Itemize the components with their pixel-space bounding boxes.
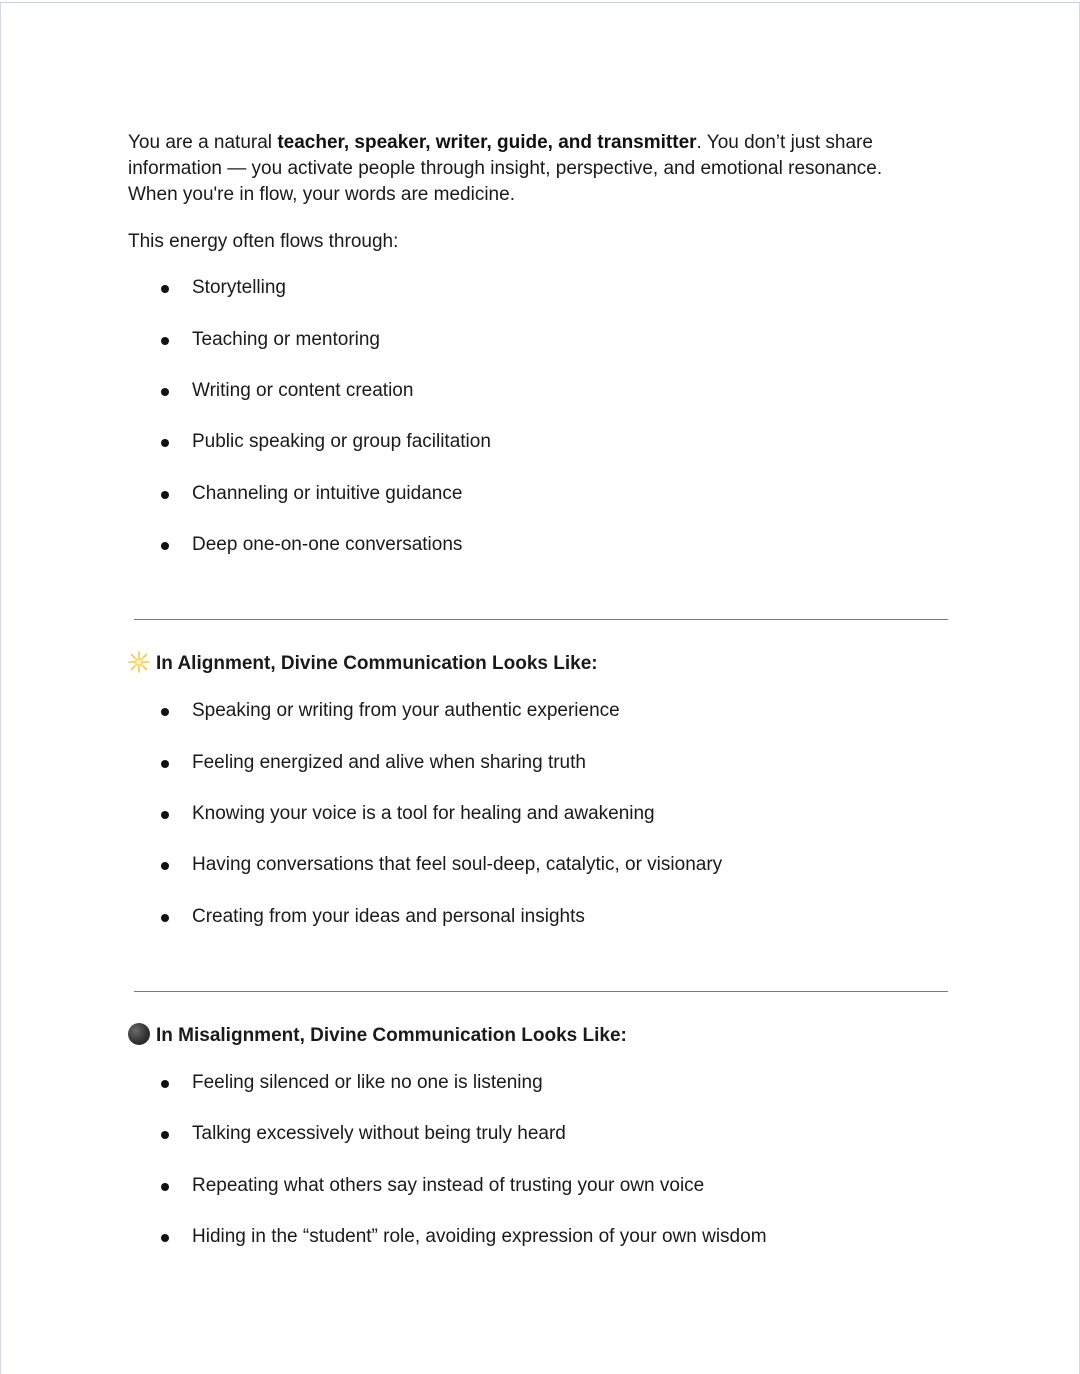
list-item-text: Channeling or intuitive guidance (192, 483, 463, 504)
list-item-text: Writing or content creation (192, 380, 414, 401)
alignment-heading-text: In Alignment, Divine Communication Looks Like: (156, 653, 598, 674)
list-item-text: Having conversations that feel soul-deep, catalytic, or visionary (192, 854, 723, 875)
bullet-icon (161, 285, 169, 293)
bullet-icon (161, 708, 169, 716)
dark-circle-icon (128, 1023, 150, 1045)
list-item-text: Knowing your voice is a tool for healing and awakening (192, 803, 655, 824)
list-item-text: Teaching or mentoring (192, 329, 380, 350)
list-item-text: Creating from your ideas and personal insights (192, 906, 585, 927)
bullet-icon (161, 1234, 169, 1242)
list-item-text: Deep one-on-one conversations (192, 534, 463, 555)
bullet-icon (161, 862, 169, 870)
lead-paragraph: This energy often flows through: (128, 231, 399, 252)
bullet-icon (161, 760, 169, 768)
bullet-icon (161, 1080, 169, 1088)
bullet-icon (161, 491, 169, 499)
section-divider (134, 991, 948, 992)
misalignment-heading-text: In Misalignment, Divine Communication Looks Like: (156, 1025, 627, 1046)
bullet-icon (161, 388, 169, 396)
intro-suffix: . You don’t just share information — you activate people through insight, perspective, and emotional resonance. When you're in flow, your words are medicine. (128, 132, 883, 205)
bullet-icon (161, 542, 169, 550)
bullet-icon (161, 1183, 169, 1191)
list-item-text: Storytelling (192, 277, 286, 298)
intro-paragraph (128, 130, 928, 208)
list-item-text: Speaking or writing from your authentic experience (192, 700, 620, 721)
list-item-text: Repeating what others say instead of trusting your own voice (192, 1175, 705, 1196)
bullet-icon (161, 811, 169, 819)
misalignment-heading (128, 1023, 627, 1049)
list-item-text: Feeling silenced or like no one is listening (192, 1072, 543, 1093)
list-item-text: Hiding in the “student” role, avoiding expression of your own wisdom (192, 1226, 767, 1247)
sparkle-icon (128, 651, 150, 673)
document-page (0, 2, 1080, 1374)
list-item-text: Public speaking or group facilitation (192, 431, 491, 452)
bullet-icon (161, 914, 169, 922)
list-item-text: Talking excessively without being truly heard (192, 1123, 566, 1144)
bullet-icon (161, 337, 169, 345)
alignment-heading (128, 651, 598, 677)
intro-prefix: You are a natural (128, 132, 278, 153)
list-item-text: Feeling energized and alive when sharing truth (192, 752, 586, 773)
bullet-icon (161, 439, 169, 447)
bullet-icon (161, 1131, 169, 1139)
section-divider (134, 619, 948, 620)
intro-bold-roles: teacher, speaker, writer, guide, and transmitter (277, 132, 697, 153)
